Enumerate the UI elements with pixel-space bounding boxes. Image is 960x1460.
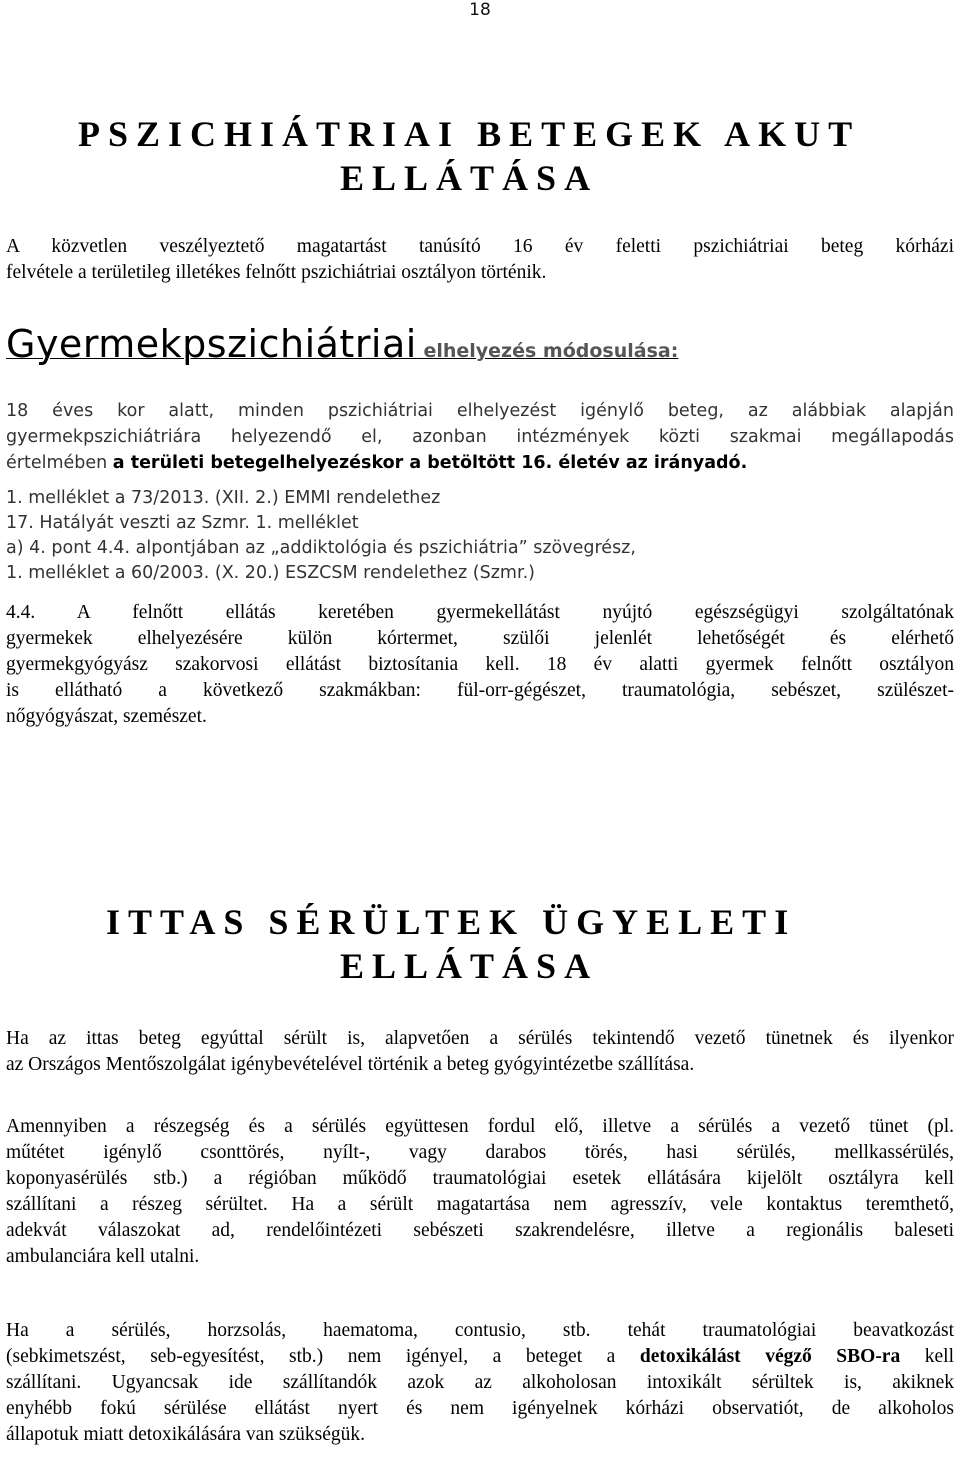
pc-line-2-normal: (sebkimetszést, seb-egyesítést, stb.) nem igényel, a beteget a [6, 1346, 640, 1367]
paragraph-b [6, 1114, 954, 1270]
pc-line-3: szállítani. Ugyancsak ide szállítandók azok az alkoholosan intoxikált sérültek is, akiknek [6, 1372, 954, 1393]
pc-line-2 [6, 1344, 954, 1370]
pb-line-6: ambulanciára kell utalni. [6, 1246, 200, 1267]
age-placement-paragraph [6, 398, 954, 476]
page-number: 18 [469, 0, 491, 20]
p2-line-2: gyermekek elhelyezésére külön kórtermet, szülői jelenlét lehetőségét és elérhető [6, 628, 954, 649]
p1-line-3-normal: értelmében [6, 453, 113, 473]
subsection-heading [6, 322, 954, 366]
pb-line-1: Amennyiben a részegség és a sérülés együttesen fordul elő, illetve a sérülés a vezető tünet (pl. [6, 1116, 954, 1137]
p1-line-3 [6, 450, 954, 476]
section-title-intoxicated [6, 900, 954, 988]
pc-line-2-end: kell [900, 1346, 955, 1367]
p1-line-3-bold: a területi betegelhelyezéskor a betöltött 16. életév az irányadó. [112, 453, 748, 473]
list-item: 17. Hatályát veszti az Szmr. 1. melléklet [6, 513, 359, 533]
p2-line-5: nőgyógyászat, szemészet. [6, 706, 207, 727]
pc-line-5: állapotuk miatt detoxikálására van szükségük. [6, 1424, 366, 1445]
p1-line-2: gyermekpszichiátriára helyezendő el, azonban intézmények közti szakmai megállapodás [6, 427, 954, 447]
pb-line-2: műtétet igénylő csonttörés, nyílt-, vagy darabos törés, hasi sérülés, mellkassérülés, [6, 1142, 954, 1163]
pc-line-4: enyhébb fokú sérülése ellátást nyert és nem igényelnek kórházi observatiót, de alkoholos [6, 1398, 954, 1419]
p1-line-1: 18 éves kor alatt, minden pszichiátriai elhelyezést igénylő beteg, az alábbiak alapján [6, 401, 954, 421]
intro-line-1: A közvetlen veszélyeztető magatartást tanúsító 16 év feletti pszichiátriai beteg kórházi [6, 236, 954, 257]
intro-line-2: felvétele a területileg illetékes felnőtt pszichiátriai osztályon történik. [6, 262, 547, 283]
p2-line-4: is ellátható a következő szakmákban: fül-orr-gégészet, traumatológia, sebészet, szülészet- [6, 680, 954, 701]
list-item: a) 4. pont 4.4. alpontjában az „addiktológia és pszichiátria” szövegrész, [6, 538, 636, 558]
paragraph-c [6, 1318, 954, 1448]
regulation-list [6, 486, 954, 586]
title-line-1: PSZICHIÁTRIAI BETEGEK AKUT [78, 114, 861, 154]
adult-care-paragraph [6, 600, 954, 730]
list-item: 1. melléklet a 60/2003. (X. 20.) ESZCSM rendelethez (Szmr.) [6, 563, 535, 583]
intro-paragraph [6, 234, 954, 286]
title-line-2: ELLÁTÁSA [340, 946, 599, 986]
pa-line-1: Ha az ittas beteg egyúttal sérült is, alapvetően a sérülés tekintendő vezető tünetnek és ilyenkor [6, 1028, 954, 1049]
subsection-heading-main: Gyermekpszichiátriai [6, 322, 417, 366]
pc-line-2-bold: detoxikálást végző SBO-ra [639, 1346, 901, 1367]
pa-line-2: az Országos Mentőszolgálat igénybevételével történik a beteg gyógyintézetbe szállítása. [6, 1054, 695, 1075]
p2-line-1: 4.4. A felnőtt ellátás keretében gyermekellátást nyújtó egészségügyi szolgáltatónak [6, 602, 954, 623]
list-item: 1. melléklet a 73/2013. (XII. 2.) EMMI rendelethez [6, 488, 441, 508]
pc-line-1: Ha a sérülés, horzsolás, haematoma, contusio, stb. tehát traumatológiai beavatkozást [6, 1320, 954, 1341]
title-line-1: ITTAS SÉRÜLTEK ÜGYELETI [106, 902, 797, 942]
pb-line-4: szállítani a részeg sérültet. Ha a sérült magatartása nem agresszív, vele kontaktus teremthető, [6, 1194, 954, 1215]
section-title-psychiatric [6, 112, 954, 200]
title-line-2: ELLÁTÁSA [340, 158, 599, 198]
pb-line-5: adekvát válaszokat ad, rendelőintézeti sebészeti szakrendelésre, illetve a regionális baleseti [6, 1220, 954, 1241]
pb-line-3: koponyasérülés stb.) a régióban működő traumatológiai esetek ellátására kijelölt osztályra kell [6, 1168, 954, 1189]
p2-line-3: gyermekgyógyász szakorvosi ellátást biztosítania kell. 18 év alatti gyermek felnőtt osztályon [6, 654, 954, 675]
subsection-heading-sub: elhelyezés módosulása: [416, 340, 679, 362]
paragraph-a [6, 1026, 954, 1078]
